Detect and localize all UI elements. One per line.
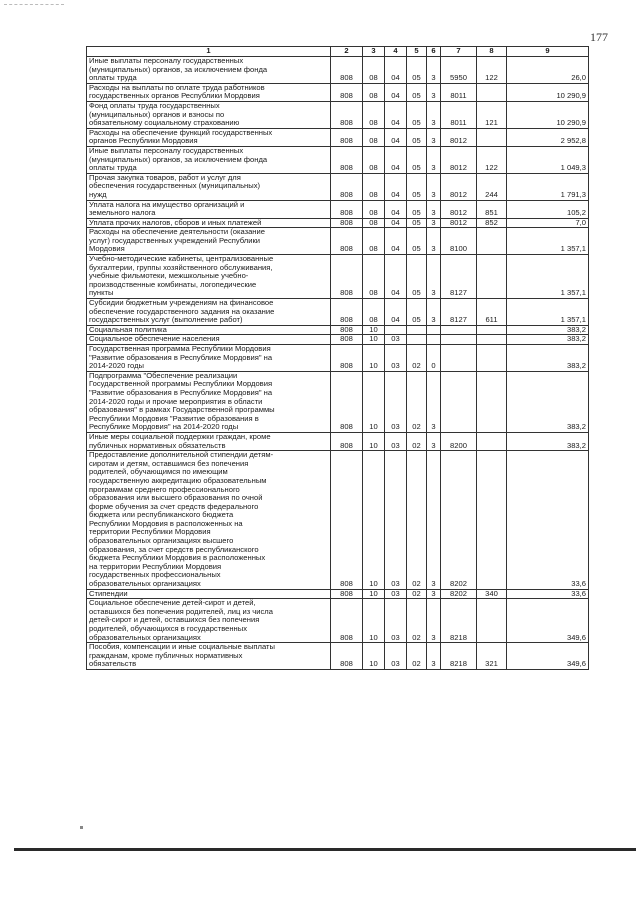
row-expense-type-cell: [477, 371, 507, 432]
row-program-cell: 05: [407, 228, 427, 255]
table-row: [87, 101, 589, 128]
page-number: 177: [590, 30, 608, 44]
row-section-cell: 08: [363, 128, 385, 146]
table-row: [87, 83, 589, 101]
row-expense-type-cell: [477, 255, 507, 299]
scan-corner-mark: [4, 4, 64, 7]
table-header-row: [87, 47, 589, 57]
row-expense-type-cell: 611: [477, 299, 507, 326]
row-expense-type-cell: [477, 128, 507, 146]
row-section-cell: 08: [363, 146, 385, 173]
page-bottom-rule: [14, 848, 636, 851]
row-amount-cell: 105,2: [507, 200, 589, 218]
row-amount-cell: 383,2: [507, 371, 589, 432]
row-subsection-cell: 04: [385, 218, 407, 228]
row-program-cell: 05: [407, 83, 427, 101]
row-expense-type-cell: [477, 599, 507, 643]
row-target-cell: 8100: [441, 228, 477, 255]
column-header: 2: [331, 47, 363, 57]
row-name-cell: Социальное обеспечение населения: [87, 335, 331, 345]
row-target-cell: 8202: [441, 589, 477, 599]
row-section-cell: 10: [363, 643, 385, 670]
row-subsection-cell: 04: [385, 128, 407, 146]
table-row: [87, 128, 589, 146]
row-subprogram-cell: 3: [427, 200, 441, 218]
row-code-cell: 808: [331, 371, 363, 432]
row-subprogram-cell: [427, 325, 441, 335]
row-program-cell: 02: [407, 345, 427, 372]
row-amount-cell: 33,6: [507, 589, 589, 599]
row-subsection-cell: 04: [385, 200, 407, 218]
row-expense-type-cell: 852: [477, 218, 507, 228]
row-program-cell: 05: [407, 299, 427, 326]
table-row: [87, 255, 589, 299]
row-program-cell: 05: [407, 57, 427, 84]
row-section-cell: 10: [363, 432, 385, 450]
row-amount-cell: 1 357,1: [507, 228, 589, 255]
row-name-cell: Фонд оплаты труда государственных (муниципальных) органов и взносы по обязательному социальному страхованию: [87, 101, 331, 128]
row-code-cell: 808: [331, 325, 363, 335]
row-target-cell: 8218: [441, 643, 477, 670]
row-subsection-cell: 03: [385, 643, 407, 670]
row-program-cell: 02: [407, 599, 427, 643]
row-code-cell: 808: [331, 228, 363, 255]
row-section-cell: 08: [363, 83, 385, 101]
row-code-cell: 808: [331, 451, 363, 590]
row-section-cell: 08: [363, 200, 385, 218]
row-target-cell: 8202: [441, 451, 477, 590]
row-code-cell: 808: [331, 57, 363, 84]
row-subsection-cell: 04: [385, 255, 407, 299]
row-amount-cell: 10 290,9: [507, 83, 589, 101]
row-amount-cell: 26,0: [507, 57, 589, 84]
row-subprogram-cell: 3: [427, 371, 441, 432]
row-name-cell: Подпрограмма "Обеспечение реализации Государственной программы Республики Мордовия "Развитие образования в Республике Мордовия" на 2014-2020 годы и прочие мероприятия в области образования" в рамках Государственной программы Республики Мордовия "Развитие образования в Республике Мордовия" на 2014-2020 годы: [87, 371, 331, 432]
row-subsection-cell: 04: [385, 228, 407, 255]
table-row: [87, 451, 589, 590]
row-amount-cell: 1 049,3: [507, 146, 589, 173]
table-row: [87, 335, 589, 345]
column-header: 5: [407, 47, 427, 57]
row-amount-cell: 33,6: [507, 451, 589, 590]
column-header: 7: [441, 47, 477, 57]
row-section-cell: 08: [363, 173, 385, 200]
row-section-cell: 08: [363, 218, 385, 228]
row-code-cell: 808: [331, 173, 363, 200]
row-name-cell: Субсидии бюджетным учреждениям на финансовое обеспечение государственного задания на оказание государственных услуг (выполнение работ): [87, 299, 331, 326]
row-target-cell: 8218: [441, 599, 477, 643]
row-target-cell: 8011: [441, 83, 477, 101]
table-row: [87, 325, 589, 335]
row-section-cell: 10: [363, 371, 385, 432]
row-section-cell: 10: [363, 451, 385, 590]
scan-dot-mark: [80, 826, 83, 829]
row-target-cell: 8011: [441, 101, 477, 128]
table-row: [87, 228, 589, 255]
row-name-cell: Уплата прочих налогов, сборов и иных платежей: [87, 218, 331, 228]
row-program-cell: 02: [407, 451, 427, 590]
table-row: [87, 371, 589, 432]
row-name-cell: Социальная политика: [87, 325, 331, 335]
row-subsection-cell: 03: [385, 432, 407, 450]
row-name-cell: Уплата налога на имущество организаций и земельного налога: [87, 200, 331, 218]
row-expense-type-cell: 321: [477, 643, 507, 670]
row-code-cell: 808: [331, 218, 363, 228]
table-row: [87, 200, 589, 218]
row-name-cell: Государственная программа Республики Мордовия "Развитие образования в Республике Мордовия" на 2014-2020 годы: [87, 345, 331, 372]
column-header: 3: [363, 47, 385, 57]
row-subsection-cell: 04: [385, 57, 407, 84]
row-name-cell: Иные выплаты персоналу государственных (муниципальных) органов, за исключением фонда оплаты труда: [87, 146, 331, 173]
row-expense-type-cell: 244: [477, 173, 507, 200]
row-program-cell: 05: [407, 101, 427, 128]
row-subsection-cell: 03: [385, 451, 407, 590]
column-header: 8: [477, 47, 507, 57]
row-subsection-cell: 04: [385, 299, 407, 326]
row-program-cell: 02: [407, 432, 427, 450]
row-subprogram-cell: 3: [427, 255, 441, 299]
row-subsection-cell: [385, 325, 407, 335]
row-amount-cell: 2 952,8: [507, 128, 589, 146]
table-body: [87, 57, 589, 670]
row-target-cell: 8012: [441, 218, 477, 228]
row-amount-cell: 383,2: [507, 335, 589, 345]
row-code-cell: 808: [331, 146, 363, 173]
row-name-cell: Прочая закупка товаров, работ и услуг для обеспечения государственных (муниципальных) нужд: [87, 173, 331, 200]
row-name-cell: Стипендии: [87, 589, 331, 599]
row-program-cell: 05: [407, 255, 427, 299]
row-program-cell: [407, 325, 427, 335]
column-header: 4: [385, 47, 407, 57]
row-target-cell: 8127: [441, 299, 477, 326]
row-amount-cell: 349,6: [507, 599, 589, 643]
row-code-cell: 808: [331, 589, 363, 599]
table-row: [87, 57, 589, 84]
row-program-cell: 05: [407, 200, 427, 218]
row-subprogram-cell: 3: [427, 432, 441, 450]
row-amount-cell: 349,6: [507, 643, 589, 670]
table-row: [87, 432, 589, 450]
row-program-cell: 05: [407, 173, 427, 200]
row-subprogram-cell: 3: [427, 173, 441, 200]
row-section-cell: 08: [363, 228, 385, 255]
row-name-cell: Предоставление дополнительной стипендии детям- сиротам и детям, оставшимся без попечения родителей, обучающимся по имеющим государственную аккредитацию образовательным программам среднего профессионального образования или высшего образования по очной форме обучения за счет средств федерального бюджета или республиканского бюджета Республики Мордовия в расположенных на территории Республики Мордовия образовательных организациях высшего образования, за счет средств республиканского бюджета Республики Мордовия в расположенных на территории Республики Мордовия государственных профессиональных образовательных организациях: [87, 451, 331, 590]
row-program-cell: 05: [407, 128, 427, 146]
row-expense-type-cell: 851: [477, 200, 507, 218]
row-name-cell: Иные выплаты персоналу государственных (муниципальных) органов, за исключением фонда оплаты труда: [87, 57, 331, 84]
row-subsection-cell: 04: [385, 101, 407, 128]
row-code-cell: 808: [331, 200, 363, 218]
row-code-cell: 808: [331, 128, 363, 146]
row-expense-type-cell: 122: [477, 57, 507, 84]
row-expense-type-cell: [477, 432, 507, 450]
row-expense-type-cell: [477, 325, 507, 335]
row-target-cell: 8012: [441, 128, 477, 146]
row-expense-type-cell: 122: [477, 146, 507, 173]
row-subprogram-cell: 3: [427, 101, 441, 128]
row-subsection-cell: 04: [385, 146, 407, 173]
row-name-cell: Расходы на обеспечение деятельности (оказание услуг) государственных учреждений Республики Мордовия: [87, 228, 331, 255]
row-name-cell: Расходы на обеспечение функций государственных органов Республики Мордовия: [87, 128, 331, 146]
row-expense-type-cell: [477, 451, 507, 590]
row-amount-cell: 1 357,1: [507, 255, 589, 299]
row-name-cell: Пособия, компенсации и иные социальные выплаты гражданам, кроме публичных нормативных обязательств: [87, 643, 331, 670]
row-subsection-cell: 04: [385, 83, 407, 101]
row-subsection-cell: 04: [385, 173, 407, 200]
row-code-cell: 808: [331, 335, 363, 345]
row-code-cell: 808: [331, 432, 363, 450]
row-expense-type-cell: [477, 83, 507, 101]
table-row: [87, 599, 589, 643]
row-subprogram-cell: 0: [427, 345, 441, 372]
table-row: [87, 345, 589, 372]
row-expense-type-cell: 121: [477, 101, 507, 128]
row-section-cell: 08: [363, 101, 385, 128]
row-target-cell: [441, 345, 477, 372]
row-expense-type-cell: 340: [477, 589, 507, 599]
row-code-cell: 808: [331, 299, 363, 326]
column-header: 6: [427, 47, 441, 57]
row-amount-cell: 383,2: [507, 345, 589, 372]
table-row: [87, 146, 589, 173]
row-expense-type-cell: [477, 335, 507, 345]
row-code-cell: 808: [331, 599, 363, 643]
row-amount-cell: 1 357,1: [507, 299, 589, 326]
row-section-cell: 10: [363, 325, 385, 335]
row-subsection-cell: 03: [385, 335, 407, 345]
row-target-cell: 8012: [441, 146, 477, 173]
table-row: [87, 299, 589, 326]
row-code-cell: 808: [331, 643, 363, 670]
row-name-cell: Социальное обеспечение детей-сирот и детей, оставшихся без попечения родителей, лиц из числа детей-сирот и детей, оставшихся без попечения родителей, обучающихся в государственных образовательных организациях: [87, 599, 331, 643]
row-section-cell: 08: [363, 255, 385, 299]
row-section-cell: 08: [363, 299, 385, 326]
row-subprogram-cell: 3: [427, 589, 441, 599]
row-section-cell: 10: [363, 599, 385, 643]
row-section-cell: 10: [363, 589, 385, 599]
row-target-cell: 8127: [441, 255, 477, 299]
row-subprogram-cell: 3: [427, 599, 441, 643]
row-subprogram-cell: 3: [427, 228, 441, 255]
row-code-cell: 808: [331, 101, 363, 128]
row-name-cell: Иные меры социальной поддержки граждан, кроме публичных нормативных обязательств: [87, 432, 331, 450]
row-code-cell: 808: [331, 255, 363, 299]
table-row: [87, 173, 589, 200]
row-target-cell: 8200: [441, 432, 477, 450]
row-target-cell: 5950: [441, 57, 477, 84]
row-subprogram-cell: 3: [427, 128, 441, 146]
row-subprogram-cell: 3: [427, 299, 441, 326]
row-section-cell: 08: [363, 57, 385, 84]
budget-table: [86, 46, 589, 670]
row-subprogram-cell: 3: [427, 218, 441, 228]
row-subprogram-cell: [427, 335, 441, 345]
row-target-cell: [441, 335, 477, 345]
row-amount-cell: 7,0: [507, 218, 589, 228]
row-subsection-cell: 03: [385, 599, 407, 643]
row-target-cell: [441, 325, 477, 335]
row-subprogram-cell: 3: [427, 83, 441, 101]
row-program-cell: 02: [407, 589, 427, 599]
row-target-cell: 8012: [441, 200, 477, 218]
row-program-cell: [407, 335, 427, 345]
row-program-cell: 02: [407, 371, 427, 432]
row-amount-cell: 383,2: [507, 432, 589, 450]
row-subprogram-cell: 3: [427, 643, 441, 670]
row-program-cell: 02: [407, 643, 427, 670]
row-section-cell: 10: [363, 345, 385, 372]
row-section-cell: 10: [363, 335, 385, 345]
column-header: 9: [507, 47, 589, 57]
row-program-cell: 05: [407, 218, 427, 228]
row-code-cell: 808: [331, 83, 363, 101]
column-header: 1: [87, 47, 331, 57]
row-expense-type-cell: [477, 228, 507, 255]
row-amount-cell: 383,2: [507, 325, 589, 335]
row-subprogram-cell: 3: [427, 451, 441, 590]
row-subprogram-cell: 3: [427, 57, 441, 84]
row-amount-cell: 10 290,9: [507, 101, 589, 128]
row-amount-cell: 1 791,3: [507, 173, 589, 200]
row-name-cell: Расходы на выплаты по оплате труда работников государственных органов Республики Мордовия: [87, 83, 331, 101]
row-subprogram-cell: 3: [427, 146, 441, 173]
table-row: [87, 643, 589, 670]
row-subsection-cell: 03: [385, 345, 407, 372]
row-name-cell: Учебно-методические кабинеты, централизованные бухгалтерии, группы хозяйственного обслуживания, учебные фильмотеки, межшкольные учебно- производственные комбинаты, логопедические пункты: [87, 255, 331, 299]
table-row: [87, 218, 589, 228]
row-subsection-cell: 03: [385, 589, 407, 599]
row-expense-type-cell: [477, 345, 507, 372]
row-target-cell: 8012: [441, 173, 477, 200]
table-row: [87, 589, 589, 599]
row-program-cell: 05: [407, 146, 427, 173]
row-target-cell: [441, 371, 477, 432]
row-subsection-cell: 03: [385, 371, 407, 432]
row-code-cell: 808: [331, 345, 363, 372]
